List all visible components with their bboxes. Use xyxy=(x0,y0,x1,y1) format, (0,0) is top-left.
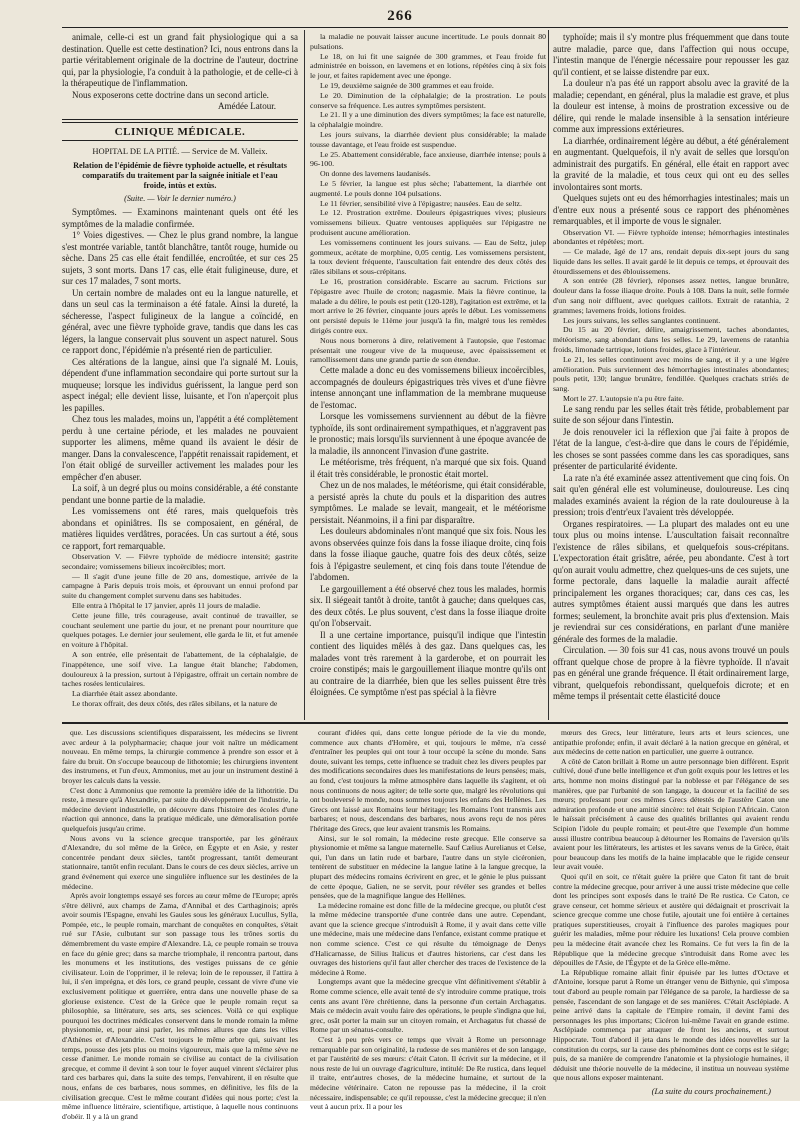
feuilleton-paragraph: Ainsi, sur le sol romain, la médecine reste grecque. Elle conserve sa physionomie et même sa langue maternelle. Sauf Cælius Aurelianus et Celse, qui, l'un dans un latin rude et barbare, l'autre dans un style cicéronien, tentèrent de substituer en médecine la langue latine à la langue grecque, la plupart des médecins romains écrivirent en grec, et le génie le plus puissant de cette époque, Galien, ne se servit, pour révéler ses grandes et belles pensées, que de la magnifique langue des Hellènes. xyxy=(310,833,546,901)
body-paragraph: Le gargouillement a été observé chez tous les malades, hormis six. Il siégeait tantôt à droite, tantôt à gauche; dans quelques cas, des deux côtés. Le plus souvent, c'est dans la fosse iliaque droite qu'on l'observait. xyxy=(310,583,546,629)
feuilleton-paragraph: Quoi qu'il en soit, ce n'était guère la prière que Caton fit tant de bruit contre la médecine grecque, pour arriver à une aussi triste médecine que celle dont les principes sont exposés dans le traité De Re rustica. Ce Caton, ce grave censeur, cet homme sérieux et austère qui dédaignait et proscrivait la science grecque comme une chose futile, ajoutait une foi entière à certaines pratiques superstitieuses, croyait à l'influence des paroles magiques pour guérir les maladies, même pour réduire les luxations! Cela prouve combien peu la médecine était avancée chez les Romains. Ce fut vers la fin de la République que la médecine grecque s'introduisit dans Rome avec les dépouilles de l'Asie, de l'Égypte et de la Grèce elle-même. xyxy=(553,871,789,968)
section-rule xyxy=(62,119,298,123)
article-title: Relation de l'épidémie de fièvre typhoïde actuelle, et résultats comparatifs du traitement par la saignée initiale et l'eau froide, intùs et extùs. xyxy=(73,160,287,190)
body-paragraph: Il a une certaine importance, puisqu'il indique que l'intestin contient des liquides mêlés à des gaz. Dans quelques cas, les malades vont très rarement à la garderobe, et on pourrait les croire constipés; mais le gargouillement iliaque montre qu'ils ont au contraire de la diarrhée, bien que les selles puissent être très éloignées. Ce symptôme n'est pas spécial à la fièvre xyxy=(310,629,546,698)
observation-paragraph: — Ce malade, âgé de 17 ans, rendait depuis dix-sept jours du sang liquide dans les selles. Il avait gardé le lit depuis ce temps, et éprouvait des étourdissemens et des éblouissemens. xyxy=(553,247,789,276)
body-paragraph: La soif, à un degré plus ou moins considérable, a été constante pendant une bonne partie de la maladie. xyxy=(62,483,298,505)
page-number: 266 xyxy=(387,8,413,24)
intro-paragraph: Nous exposerons cette doctrine dans un second article. xyxy=(72,89,269,100)
top-rule xyxy=(62,27,788,28)
body-paragraph: Quelques sujets ont eu des hémorrhagies intestinales; mais un d'entre eux nous a présenté sous ce rapport des phénomènes remarquables, et il importe de vous le signaler. xyxy=(553,193,789,226)
feuilleton-paragraph: Longtemps avant que la médecine grecque vînt définitivement s'établir à Rome comme science, elle avait tenté de s'y introduire comme pratique, trois cents ans avant l'ère chrétienne, dans la personne d'un certain Archagatus. Mais ce médecin avait voulu faire des opérations, le peuple s'indigna que lui, grec, osât porter la main sur un citoyen romain, et Archagatus fut chassé de Rome par un sénatus-consulte. xyxy=(310,977,546,1035)
feuilleton-paragraph: C'est à peu près vers ce temps que vivait à Rome un personnage remarquable par son originalité, la rudesse de ses manières et de son langage, et par l'austérité de ses mœurs: c'était Caton. Il écrivit sur la médecine, et il nous reste de lui un ouvrage d'agriculture, intitulé: De Re rustica, dans lequel il traite, entr'autres choses, de la médecine humaine, et surtout de la médecine vétérinaire. Caton ne repousse pas la médecine, il la croit nécessaire, indispensable; ce qu'il repousse, c'est la médecine grecque; il n'en veut à aucun prix. Il a pour les xyxy=(310,1035,546,1112)
intro-paragraph: animale, celle-ci est un grand fait physiologique qui a sa destination. Quelle est cette destination? Ici, nous entrons dans la partie véritablement originale de la doctrine de l'auteur, doctrine qui, par la physiologie, l'a conduit à la pathologie, et de celle-ci à la thérapeutique de l'inflammation. xyxy=(62,32,298,88)
feuilleton-paragraph: La médecine romaine est donc fille de la médecine grecque, ou plutôt c'est la même médecine transportée d'une contrée dans une autre. Cependant, avant que la science grecque s'introduisît à Rome, il y avait dans cette ville une médecine, mais une médecine dans l'enfance, existant comme pratique et non comme science. C'est ce qui résulte du témoignage de Denys d'Halicarnasse, de Silius Italicus et d'autres historiens, car c'est dans les ouvrages des historiens qu'il faut aller chercher des traces de l'existence de la médecine à Rome. xyxy=(310,900,546,977)
body-paragraph: Organes respiratoires. — La plupart des malades ont eu une toux plus ou moins intense. L'auscultation faisait reconnaître l'existence de râles sibilans, et quelquefois sous-crépitans. L'expectoration était grisâtre, aérée, peu abondante. C'est à tort qu'on aurait voulu admettre, chez quelques-uns de ces sujets, une forme pectorale, dans laquelle la maladie aurait affecté principalement les organes thoraciques; car, dans ces cas, les autres symptômes étaient aussi marqués que dans les autres formes; seulement, la bronchite avait pris plus d'extension. Mais je reviendrai sur ces considérations, en parlant d'une manière générale des formes de la maladie. xyxy=(553,518,789,644)
body-paragraph: Chez un de nos malades, le météorisme, qui était considérable, a persisté après la chute du pouls et la disparition des autres symptômes. Le malade se levait, mangeait, et le météorisme persistait. Néanmoins, il a fini par disparaître. xyxy=(310,480,546,525)
feuilleton-column-2 xyxy=(310,728,546,1112)
body-paragraph: La rate n'a été examinée assez attentivement que cinq fois. On sait qu'en général elle est volumineuse, douloureuse. Les cinq malades examinés avaient la région de la rate douloureuse à la pression; trois d'entr'eux l'avaient très développée. xyxy=(553,472,789,518)
observation-paragraph: Le 21, les selles continuent avec moins de sang, et il y a une légère amélioration. Puis surviennent des hémorrhagies intestinales abondantes; pouls petit, 130; langue brunâtre, fendillée. Quelques crachats striés de sang. xyxy=(553,354,789,394)
clinical-note: Le 11 février, sensibilité vive à l'épigastre; nausées. Eau de seltz. xyxy=(320,198,522,208)
observation-title: Observation V. — Fièvre typhoïde de médiocre intensité; gastrite secondaire; vomissemens bilieux incoërcibles; mort. xyxy=(62,552,298,571)
observation-paragraph: — Il s'agit d'une jeune fille de 20 ans, domestique, arrivée de la campagne à Paris depuis trois mois, et éprouvant un ennui profond par suite du changement complet survenu dans ses habitudes. xyxy=(62,571,298,601)
observation-paragraph: Cette jeune fille, très courageuse, avait continué de travailler, se couchant seulement une partie du jour, et ne prenant pour nourriture que quelques potages. Le dernier jour seulement, elle garda le lit, et fut amenée en voiture à l'hôpital. xyxy=(62,610,298,650)
body-paragraph: Circulation. — 30 fois sur 41 cas, nous avons trouvé un pouls offrant quelque chose de propre à la fièvre typhoïde. Il n'avait pas en général une grande fréquence. Il était ordinairement large, vibrant, quelquefois rebondissant, quelquefois dicrote; et en même temps il présentait cette élasticité douce xyxy=(553,645,789,702)
clinical-note: Le 12. Prostration extrême. Douleurs épigastriques vives; plusieurs vomissemens bilieux. Quatre ventouses appliquées sur l'épigastre ne produisent aucune amélioration. xyxy=(310,208,546,237)
feuilleton-paragraph: Nous avons vu la science grecque transportée, par les généraux d'Alexandre, du sol même de la Grèce, en Égypte et en Asie, y rester concentrée pendant deux siècles, tantôt progressant, tantôt demeurant stationnaire, tantôt enfin reculant. Dans le cours de ces deux siècles, arrive un grand événement qui exerce une singulière influence sur les destinées de la médecine. xyxy=(62,833,298,891)
clinical-note: Nous nous bornerons à dire, relativement à l'autopsie, que l'estomac présentait une rougeur vive de la muqueuse, avec épaississement et ramollissement dans une grande partie de son étendue. xyxy=(310,335,546,365)
body-paragraph: typhoïde; mais il s'y montre plus fréquemment que dans toute autre maladie, parce que, dans l'affection qui nous occupe, l'intestin manque de l'énergie nécessaire pour repousser les gaz qu'il contient, et se laisse distendre par eux. xyxy=(553,32,789,77)
feuilleton-paragraph: mœurs des Grecs, leur littérature, leurs arts et leurs sciences, une antipathie profonde; enfin, il avait déclaré à la nation grecque en général, et aux médecins de cette nation en particulier, une guerre à outrance. xyxy=(553,728,789,757)
feuilleton-paragraph: A côté de Caton brillait à Rome un autre personnage bien différent. Esprit cultivé, doué d'une belle intelligence et d'un goût exquis pour les lettres et les arts, homme non moins distingué par la noblesse et par l'élégance de ses manières, que par l'urbanité de son langage, la douceur et la facilité de ses mœurs; professant pour ces mêmes Grecs détestés de l'austère Caton une admiration profonde et une amitié sincère: tel était Scipion l'Africain. Caton le haïssait précisément à cause des qualités brillantes qui avaient rendu Scipion l'idole du peuple romain; et peut-être que l'exemple d'un homme aussi illustre contribua beaucoup à détourner les Romains de l'aversion qu'ils avaient pour les littérateurs, les artistes et les savans venus de la Grèce, était pour beaucoup dans les motifs de la haine implacable que le rigide censeur leur avait vouée. xyxy=(553,756,789,872)
column-3 xyxy=(553,32,789,720)
section-rule xyxy=(62,140,298,141)
clinical-note: Le 25. Abattement considérable, face anxieuse, diarrhée intense; pouls à 96-100. xyxy=(310,149,546,169)
clinical-note: Les jours suivans, la diarrhée devient plus considérable; la malade tousse davantage, et l'eau froide est suspendue. xyxy=(310,129,546,149)
clinical-note: On donne des lavemens laudanisés. xyxy=(320,169,431,179)
column-divider-left xyxy=(304,30,305,720)
feuilleton-column-1 xyxy=(62,728,298,1121)
feuilleton-column-3 xyxy=(553,728,789,1096)
feuilleton-paragraph: courant d'idées qui, dans cette longue période de la vie du monde, commence aux chants d'Homère, et qui, toujours le même, n'a cessé d'entraîner les peuples qui ont tour à tour occupé la scène du monde. Sans doute, suivant les temps, cette influence se traduit chez les divers peuples par des modifications secondaires dues les manifestations de leurs pensées; mais, au fond, c'est toujours la même atmosphère dans laquelle ils s'agitent, et où nous continuons de nous agiter; de telle sorte que, malgré les révolutions qui ont bouleversé le monde, nous sommes toujours les enfans des Hellènes. Les Grecs ont laissé aux Romains leur héritage; les Romains l'ont transmis aux barbares; et nous, descendans des barbares, nous avons reçu de nos pères l'héritage des Grecs, que leur avaient transmis les Romains. xyxy=(310,728,546,833)
observation-title: Observation VI. — Fièvre typhoïde intense; hémorrhagies intestinales abondantes et répétées; mort. xyxy=(553,227,789,247)
observation-paragraph: Le thorax offrait, des deux côtés, des râles sibilans, et la nature de xyxy=(72,698,278,708)
body-paragraph: Le météorisme, très fréquent, n'a marqué que six fois. Quand il était très considérable, le pronostic était mortel. xyxy=(310,457,546,479)
hospital-line: HOPITAL DE LA PITIÉ. — Service de M. Valleix. xyxy=(92,146,268,156)
body-paragraph: Les douleurs abdominales n'ont manqué que six fois. Nous les avons observées quinze fois dans la fosse iliaque droite, cinq fois dans la fosse iliaque gauche, quatre fois des deux côtés, seize fois à l'épigastre seulement, et cinq fois dans toute l'étendue de l'abdomen. xyxy=(310,526,546,583)
section-title: CLINIQUE MÉDICALE. xyxy=(114,125,246,138)
clinical-note: Le 20. Diminution de la céphalalgie; de la prostration. Le pouls conserve sa fréquence. Les autres symptômes persistent. xyxy=(310,90,546,110)
article-subtitle: (Suite. — Voir le dernier numéro.) xyxy=(124,193,236,203)
feuilleton-rule xyxy=(62,722,788,724)
observation-paragraph: Du 15 au 20 février, délire, amaigrissement, taches abondantes, météorisme, sang abondant dans les selles. Le 29, lavemens de ratanhia froids, limonade tartrique, lotions froides, glace à l'intérieur. xyxy=(553,325,789,355)
clinical-note: Le 5 février, la langue est plus sèche; l'abattement, la diarrhée ont augmenté. Le pouls donne 104 pulsations. xyxy=(310,178,546,198)
body-paragraph: La douleur n'a pas été un rapport absolu avec la gravité de la maladie; cependant, en général, plus la maladie est grave, et plus la douleur est intense, à moins de prostration excessive ou de délire, qui rende le malade insensible à la sensation intérieure comme aux impressions extérieures. xyxy=(553,78,789,134)
clinical-note: Le 19, deuxième saignée de 300 grammes et eau froide. xyxy=(320,80,494,90)
clinical-note: Le 18, on lui fit une saignée de 300 grammes, et l'eau froide fut administrée en boisson, en lavemens et en lotions, répétées cinq à six fois le jour, et faites rapidement avec une éponge. xyxy=(310,51,546,81)
clinical-note: la maladie ne pouvait laisser aucune incertitude. Le pouls donnait 80 pulsations. xyxy=(310,32,546,51)
clinical-note: Le 16, prostration considérable. Escarre au sacrum. Frictions sur l'épigastre avec l'huile de croton; nagasmie. Mais la fièvre continue, la malade a du délire, le pouls est petit (120-128), l'agitation est extrême, et la mort arrive le 26 février, cinquante jours après le début. Les vomissemens ont persisté depuis le 11ème jour jusqu'à la fin, malgré tous les remèdes dirigés contre eux. xyxy=(310,276,546,335)
feuilleton-paragraph: Après avoir longtemps essayé ses forces au cœur même de l'Europe; après s'être délivré, aux champs de Zama, d'Annibal et des Carthaginois; après avoir soumis l'Espagne, envahi les Gaules sous les généraux Lucullus, Sylla, Pompée, etc., le peuple romain, marchant de conquêtes en conquêtes, s'était rué sur l'Asie, culbutant sur son passage tous les trônes sortis du démembrement du vaste empire d'Alexandre. Là, ce peuple romain se trouva en face du génie grec; dans sa marche triomphale, il rencontra partout, dans les monumens et les institutions, des vestiges puissans de ce génie civilisateur. Loin de l'opprimer, il le releva; loin de le repousser, il l'attira à lui, il s'en imprégna, et dès lors, ce grand peuple, cessant de vivre d'une vie exclusivement politique et guerrière, entra dans une nouvelle phase de sa glorieuse existence. C'est de la Grèce que le peuple romain reçut sa philosophie, sa littérature, ses arts, ses sciences. Voilà ce qui explique pourquoi les doctrines médicales conservent dans le monde romain la même physionomie, et, pour ainsi parler, les mêmes allures que dans les villes d'Athènes et d'Alexandrie. C'est toujours le même arbre qui, suivant les temps, pousse des jets plus ou moins vigoureux, mais que la même sève ne cesse d'animer. Le monde romain se civilise au contact de la civilisation grecque, et comme il devint à son tour le foyer auquel vinrent s'éclairer plus tard ces barbares qui, dans la suite des temps, l'envahirent, il en résulte que nous, enfans de ces barbares, nous sommes, en définitive, les fils de la civilisation grecque. C'est le même courant d'idées qui nous porte; c'est la même influence littéraire, scientifique, artistique, à laquelle nous continuons d'obéir. Il y a là un grand xyxy=(62,891,298,1121)
body-paragraph: Le sang rendu par les selles était très fétide, probablement par suite de son séjour dans l'intestin. xyxy=(553,403,789,426)
body-paragraph: Cette malade a donc eu des vomissemens bilieux incoërcibles, accompagnés de douleurs épigastriques très vives et d'une fièvre intense annonçant une inflammation de la membrane muqueuse de l'estomac. xyxy=(310,365,546,410)
continuation-note: (La suite du cours prochainement.) xyxy=(651,1085,771,1096)
body-paragraph: Ces altérations de la langue, ainsi que l'a signalé M. Louis, dépendent d'une inflammation secondaire qui porte surtout sur la muqueuse; lorsque les individus guérissent, la langue perd son aspect inégal; elle devient lisse, luisante, et l'on n'aperçoit plus les papilles. xyxy=(62,356,298,413)
column-1 xyxy=(62,32,298,720)
body-paragraph: Les vomissemens ont été rares, mais quelquefois très abondans et opiniâtres. Ils se composaient, en général, de matières liquides verdâtres, poracées. Un cas surtout a été, sous ce rapport, fort remarquable. xyxy=(62,506,298,551)
body-paragraph: Un certain nombre de malades ont eu la langue naturelle, et dans un seul cas la terminaison a été fatale. Ainsi la dureté, la sécheresse, l'aspect fuligineux de la langue a coïncidé, en général, avec une fièvre typhoïde grave, tandis que dans les cas légers, la langue conservait plus souvent un aspect naturel. Sous ce rapport donc, l'épidémie n'a présenté rien de particulier. xyxy=(62,287,298,355)
author-signature: Amédée Latour. xyxy=(218,101,276,111)
observation-paragraph: A son entrée (28 février), réponses assez nettes, langue brunâtre, douleur dans la fosse iliaque droite. Pouls à 108. Dans la nuit, selle formée d'un sang noir diffluent, avec quelques caillots. Extrait de ratanhia, 2 grammes; lavemens froids, lotions froides. xyxy=(553,276,789,315)
observation-paragraph: La diarrhée était assez abondante. xyxy=(72,689,178,699)
feuilleton-paragraph: que. Les discussions scientifiques disparaissent, les médecins se livrent avec ardeur à la polypharmacie; chaque jour voit naître un médicament nouveau. En même temps, la chirurgie commence à prendre son essor et à faire du bruit. On s'occupe beaucoup de lithotomie; les chirurgiens inventent des instrumens, et l'un d'eux, Ammonius, met au jour un instrument destiné à broyer les calculs dans la vessie. xyxy=(62,728,298,785)
body-paragraph: Lorsque les vomissemens surviennent au début de la fièvre typhoïde, ils sont ordinairement sympathiques, et n'aggravent pas le pronostic; mais lorsqu'ils surviennent à une époque avancée de la maladie, ils annoncent l'invasion d'une gastrite. xyxy=(310,411,546,456)
column-divider-right xyxy=(548,30,549,720)
observation-paragraph: A son entrée, elle présentait de l'abattement, de la céphalalgie, de l'inappétence, une soif vive. La langue était blanche; l'abdomen, douloureux à la pression, surtout à l'épigastre, offrait un certain nombre de taches rosées lenticulaires. xyxy=(62,649,298,689)
clinical-note: Les vomissemens continuent les jours suivans. — Eau de Seltz, julep gommeux, acétate de morphine, 0,05 centig. Les vomissemens persistent, la toux devient fréquente, l'auscultation fait entendre des deux côtés des râles sibilans et sous-crépitans. xyxy=(310,237,546,277)
observation-paragraph: Les jours suivans, les selles sanglantes continuent. xyxy=(563,315,721,325)
body-paragraph: Symptômes. — Examinons maintenant quels ont été les symptômes de la maladie confirmée. xyxy=(62,207,298,229)
feuilleton-paragraph: C'est donc à Ammonius que remonte la première idée de la lithotritie. Du reste, à mesure qu'à Alexandrie, par suite du développement de l'industrie, la médecine devient industrielle, on découvre dans l'histoire des écoles d'une réaction qui annonce, dans la pratique médicale, une démoralisation portée quelquefois jusqu'au crime. xyxy=(62,785,298,833)
clinical-note: Le 21. Il y a une diminution des divers symptômes; la face est naturelle, la céphalalgie moindre. xyxy=(310,110,546,130)
body-paragraph: Chez tous les malades, moins un, l'appétit a été complètement perdu à une certaine période, et les malades ne pouvaient supporter les alimens, même quand ils avaient le désir de manger. Dans la convalescence, l'appétit renaissait rapidement, et l'on était obligé de surveiller activement les malades pour les empêcher d'en abuser. xyxy=(62,414,298,482)
column-2 xyxy=(310,32,546,720)
observation-paragraph: Elle entra à l'hôpital le 17 janvier, après 11 jours de maladie. xyxy=(72,600,261,610)
body-paragraph: 1° Voies digestives. — Chez le plus grand nombre, la langue s'est montrée variable, tantôt blanchâtre, tantôt rouge, humide ou sèche. Dans 25 cas elle était fendillée, encroûtée, et sur ces 25 sujets, 3 sont morts. Dans 17 cas, elle était fuligineuse, dure, et sur ces 17 malades, 7 sont morts. xyxy=(62,230,298,286)
observation-paragraph: Mort le 27. L'autopsie n'a pu être faite. xyxy=(563,394,684,404)
body-paragraph: La diarrhée, ordinairement légère au début, a été généralement en augmentant. Quelquefois, il n'y avait de selles que lorsqu'on administrait des purgatifs. En général, elle était en rapport avec la gravité de la maladie, et tous ceux qui ont eu des selles involontaires sont morts. xyxy=(553,135,789,192)
feuilleton-paragraph: La République romaine allait finir épuisée par les luttes d'Octave et d'Antoine, lorsque parut à Rome un étranger venu de Bithynie, qui s'imposa tout d'abord au peuple romain par l'élégance de sa parole, la hardiesse de sa pensée, l'ascendant de son langage et de ses manières. C'était Asclépiade. A peine arrivé dans la capitale de l'Empire romain, il devint l'ami des personnages les plus importans; Cicéron lui-même l'avait en grande estime. Asclépiade commença par attaquer de front les anciens, et surtout Hippocrate. Tout d'abord il jeta dans le monde des idées nouvelles sur la constitution du corps, sur la cause des phénomènes dont ce corps est le siége; puis, de sa manière de comprendre l'anatomie et la physiologie humaines, il déduisit une théorie nouvelle de la médecine, il institua un nouveau système que nous allons exposer maintenant. xyxy=(553,967,789,1083)
body-paragraph: Je dois renouveler ici la réflexion que j'ai faite à propos de l'état de la langue, c'est-à-dire que dans le cours de l'épidémie, les choses se sont passées comme dans les cas sporadiques, sans présenter de particularité évidente. xyxy=(553,426,789,472)
